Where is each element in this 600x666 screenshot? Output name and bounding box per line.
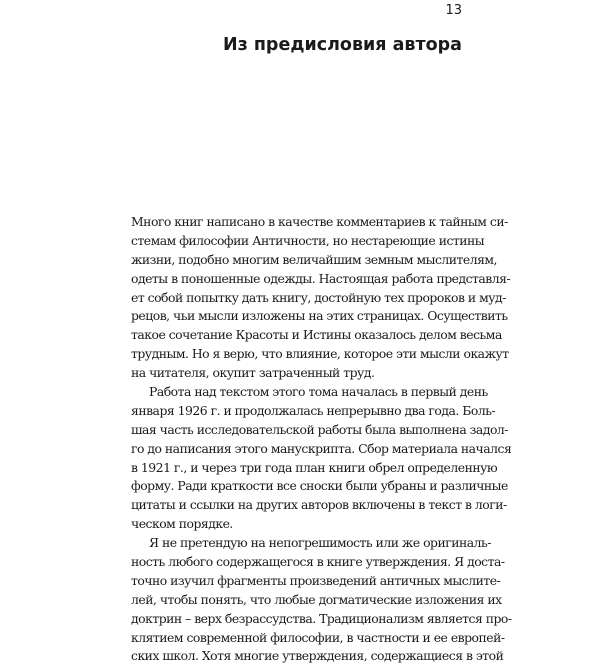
text-line: января 1926 г. и продолжалась непрерывно два года. Боль- [131,402,496,418]
page-number: 13 [445,3,462,18]
paragraph-2 [131,383,512,534]
text-line: форму. Ради краткости все сноски были убраны и различные [131,478,508,494]
paragraph-3 [131,534,512,666]
text-line: шая часть исследовательской работы была выполнена задол- [131,421,508,437]
text-line: точно изучил фрагменты произведений античных мыслите- [131,572,501,588]
text-line: в 1921 г., и через три года план книги обрел определенную [131,459,498,475]
text-line: одеты в поношенные одежды. Настоящая работа представля- [131,270,511,286]
text-line: такое сочетание Красоты и Истины оказалось делом весьма [131,327,502,343]
text-line: жизни, подобно многим величайшим земным мыслителям, [131,251,497,267]
text-line: Много книг написано в качестве комментариев к тайным си- [131,214,508,229]
text-line: цитаты и ссылки на других авторов включены в текст в логи- [131,497,507,513]
text-line: стемам философии Античности, но нестареющие истины [131,232,485,248]
text-line: го до написания этого манускрипта. Сбор материала начался [131,440,512,456]
text-line: лей, чтобы понять, что любые догматические изложения их [131,591,502,607]
text-line: ских школ. Хотя многие утверждения, содержащиеся в этой [131,648,504,664]
text-line: трудным. Но я верю, что влияние, которое эти мысли окажут [131,346,509,362]
text-line: доктрин – верх безрассудства. Традиционализм является про- [131,610,512,626]
text-line: клятием современной философии, в частности и ее европей- [131,629,505,645]
chapter-title: Из предисловия автора [222,35,462,55]
text-line: ческом порядке. [131,516,233,532]
text-line: ность любого содержащегося в книге утверждения. Я доста- [131,554,505,570]
body-text [131,213,512,666]
text-line: на читателя, окупит затраченный труд. [131,365,375,381]
text-line: Я не претендую на непогрешимость или же оригиналь- [149,535,491,551]
text-line: ет собой попытку дать книгу, достойную тех пророков и муд- [131,289,506,305]
text-line: рецов, чьи мысли изложены на этих страницах. Осуществить [131,308,508,324]
text-line: Работа над текстом этого тома началась в первый день [149,384,488,400]
paragraph-1 [131,213,511,383]
